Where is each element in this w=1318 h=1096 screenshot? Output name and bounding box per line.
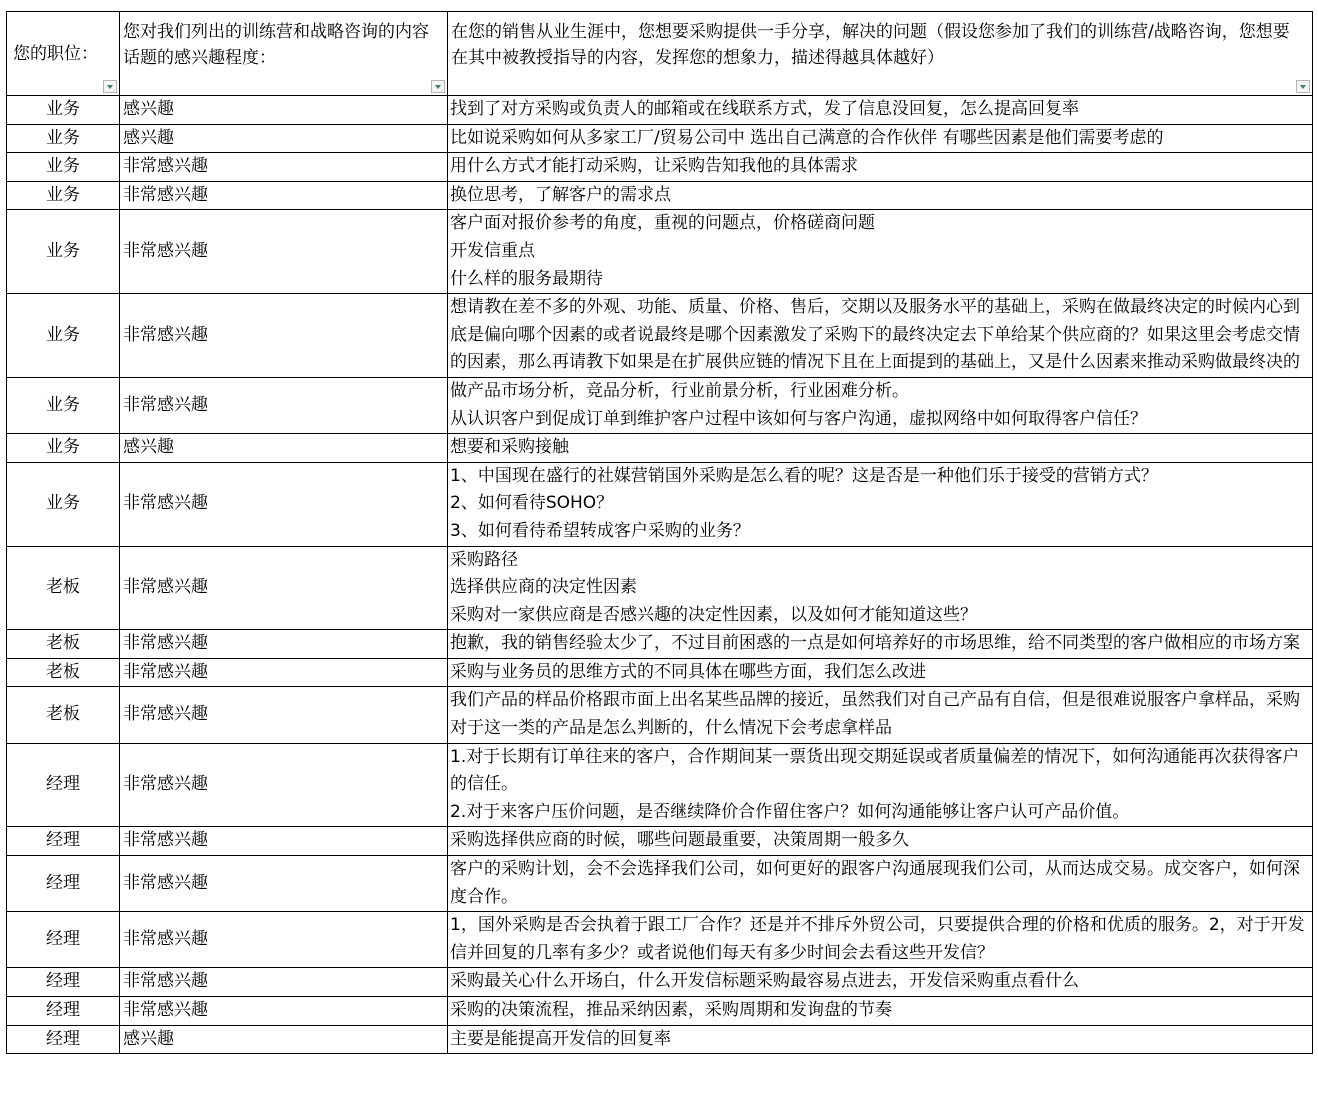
question-line: 主要是能提高开发信的回复率	[450, 1028, 671, 1049]
interest-cell[interactable]: 非常感兴趣	[120, 630, 448, 659]
question-line: 比如说采购如何从多家工厂/贸易公司中 选出自己满意的合作伙伴 有哪些因素是他们需要考虑的	[450, 127, 1164, 148]
question-line: 客户面对报价参考的角度，重视的问题点，价格磋商问题	[450, 213, 875, 234]
question-line: 选择供应商的决定性因素	[450, 577, 637, 598]
table-row	[7, 687, 1313, 743]
filter-dropdown-icon[interactable]	[1296, 80, 1310, 93]
survey-sheet	[6, 11, 1312, 1054]
interest-cell[interactable]: 非常感兴趣	[120, 210, 448, 294]
question-line: 找到了对方采购或负责人的邮箱或在线联系方式，发了信息没回复，怎么提高回复率	[450, 99, 1079, 119]
interest-cell[interactable]: 非常感兴趣	[120, 997, 448, 1026]
table-row	[7, 377, 1313, 433]
position-cell[interactable]: 业务	[7, 462, 120, 546]
interest-cell[interactable]: 非常感兴趣	[120, 377, 448, 433]
question-cell[interactable]	[448, 181, 1313, 210]
question-line: 采购与业务员的思维方式的不同具体在哪些方面，我们怎么改进	[450, 661, 926, 682]
question-cell[interactable]	[448, 827, 1313, 856]
header-interest-label: 您对我们列出的训练营和战略咨询的内容话题的感兴趣程度：	[123, 22, 429, 68]
table-row	[7, 827, 1313, 856]
question-cell[interactable]	[448, 630, 1313, 659]
question-cell[interactable]	[448, 210, 1313, 294]
position-cell[interactable]: 业务	[7, 294, 120, 378]
interest-cell[interactable]: 感兴趣	[120, 1025, 448, 1054]
position-cell[interactable]: 业务	[7, 210, 120, 294]
question-cell[interactable]	[448, 124, 1313, 153]
question-cell[interactable]	[448, 1025, 1313, 1054]
question-line: 抱歉，我的销售经验太少了，不过目前困惑的一点是如何培养好的市场思维，给不同类型的客户做相应的市场方案	[450, 633, 1300, 654]
table-row	[7, 96, 1313, 125]
question-line: 什么样的服务最期待	[450, 268, 603, 289]
interest-cell[interactable]: 非常感兴趣	[120, 743, 448, 827]
filter-dropdown-icon[interactable]	[431, 80, 445, 93]
header-position-label: 您的职位：	[13, 43, 98, 64]
position-cell[interactable]: 老板	[7, 687, 120, 743]
interest-cell[interactable]: 感兴趣	[120, 96, 448, 125]
question-cell[interactable]	[448, 856, 1313, 912]
table-body	[7, 96, 1313, 1054]
table-row	[7, 294, 1313, 378]
question-line: 1、中国现在盛行的社媒营销国外采购是怎么看的呢？这是否是一种他们乐于接受的营销方式？	[450, 465, 1158, 486]
position-cell[interactable]: 经理	[7, 743, 120, 827]
question-cell[interactable]	[448, 96, 1313, 125]
header-question	[448, 12, 1313, 96]
survey-table	[6, 11, 1313, 1054]
position-cell[interactable]: 经理	[7, 968, 120, 997]
filter-dropdown-icon[interactable]	[103, 80, 117, 93]
interest-cell[interactable]: 非常感兴趣	[120, 294, 448, 378]
interest-cell[interactable]: 非常感兴趣	[120, 546, 448, 630]
position-cell[interactable]: 业务	[7, 124, 120, 153]
question-cell[interactable]	[448, 434, 1313, 463]
position-cell[interactable]: 经理	[7, 827, 120, 856]
question-line: 想请教在差不多的外观、功能、质量、价格、售后，交期以及服务水平的基础上，采购在做最终决定的时候内心到底是偏向哪个因素的或者说最终是哪个因素激发了采购下的最终决定去下单给某个供应商的？如果这里会考虑交情的因素，那么再请教下如果是在扩展供应链的情况下且在上面提到的基础上，又是什么因素来推动采购做最终决的	[450, 297, 1300, 373]
interest-cell[interactable]: 非常感兴趣	[120, 856, 448, 912]
position-cell[interactable]: 老板	[7, 630, 120, 659]
header-row	[7, 12, 1313, 96]
position-cell[interactable]: 业务	[7, 153, 120, 182]
position-cell[interactable]: 经理	[7, 997, 120, 1026]
question-cell[interactable]	[448, 743, 1313, 827]
question-line: 1，国外采购是否会执着于跟工厂合作？还是并不排斥外贸公司，只要提供合理的价格和优质的服务。2，对于开发信并回复的几率有多少？或者说他们每天有多少时间会去看这些开发信？	[450, 915, 1305, 963]
question-line: 1.对于长期有订单往来的客户，合作期间某一票货出现交期延误或者质量偏差的情况下，如何沟通能再次获得客户的信任。	[450, 746, 1300, 795]
table-row	[7, 856, 1313, 912]
question-line: 从认识客户到促成订单到维护客户过程中该如何与客户沟通，虚拟网络中如何取得客户信任？	[450, 408, 1147, 429]
question-line: 2.对于来客户压价问题，是否继续降价合作留住客户？如何沟通能够让客户认可产品价值。	[450, 801, 1130, 822]
question-line: 3、如何看待希望转成客户采购的业务？	[450, 520, 750, 541]
question-line: 采购的决策流程，推品采纳因素，采购周期和发询盘的节奏	[450, 1000, 892, 1020]
question-cell[interactable]	[448, 912, 1313, 968]
question-cell[interactable]	[448, 546, 1313, 630]
table-row	[7, 124, 1313, 153]
question-line: 想要和采购接触	[450, 437, 569, 458]
table-row	[7, 546, 1313, 630]
header-position	[7, 12, 120, 96]
interest-cell[interactable]: 感兴趣	[120, 124, 448, 153]
question-line: 用什么方式才能打动采购，让采购告知我他的具体需求	[450, 156, 858, 177]
interest-cell[interactable]: 非常感兴趣	[120, 658, 448, 687]
question-cell[interactable]	[448, 294, 1313, 378]
position-cell[interactable]: 经理	[7, 912, 120, 968]
table-row	[7, 462, 1313, 546]
interest-cell[interactable]: 非常感兴趣	[120, 687, 448, 743]
table-row	[7, 912, 1313, 968]
table-row	[7, 968, 1313, 997]
position-cell[interactable]: 业务	[7, 96, 120, 125]
table-row	[7, 181, 1313, 210]
table-row	[7, 1025, 1313, 1054]
question-line: 采购路径	[450, 549, 518, 570]
question-line: 做产品市场分析，竞品分析，行业前景分析，行业困难分析。	[450, 380, 909, 401]
question-line: 采购最关心什么开场白，什么开发信标题采购最容易点进去，开发信采购重点看什么	[450, 971, 1079, 992]
question-line: 采购对一家供应商是否感兴趣的决定性因素，以及如何才能知道这些？	[450, 604, 977, 625]
header-question-label: 在您的销售从业生涯中，您想要采购提供一手分享，解决的问题（假设您参加了我们的训练营/战略咨询，您想要在其中被教授指导的内容，发挥您的想象力，描述得越具体越好）	[451, 22, 1290, 68]
position-cell[interactable]: 老板	[7, 546, 120, 630]
table-row	[7, 743, 1313, 827]
table-row	[7, 153, 1313, 182]
table-row	[7, 210, 1313, 294]
table-row	[7, 658, 1313, 687]
question-cell[interactable]	[448, 377, 1313, 433]
question-line: 换位思考，了解客户的需求点	[450, 184, 671, 205]
question-cell[interactable]	[448, 153, 1313, 182]
table-row	[7, 997, 1313, 1026]
table-row	[7, 630, 1313, 659]
position-cell[interactable]: 业务	[7, 434, 120, 463]
question-cell[interactable]	[448, 462, 1313, 546]
interest-cell[interactable]: 非常感兴趣	[120, 912, 448, 968]
question-cell[interactable]	[448, 968, 1313, 997]
interest-cell[interactable]: 非常感兴趣	[120, 153, 448, 182]
question-line: 2、如何看待SOHO？	[450, 493, 614, 514]
question-cell[interactable]	[448, 997, 1313, 1026]
question-cell[interactable]	[448, 687, 1313, 743]
header-interest	[120, 12, 448, 96]
interest-cell[interactable]: 非常感兴趣	[120, 827, 448, 856]
question-line: 开发信重点	[450, 240, 535, 261]
position-cell[interactable]: 业务	[7, 181, 120, 210]
question-line: 采购选择供应商的时候，哪些问题最重要，决策周期一般多久	[450, 830, 909, 851]
question-line: 我们产品的样品价格跟市面上出名某些品牌的接近，虽然我们对自己产品有自信，但是很难说服客户拿样品，采购对于这一类的产品是怎么判断的，什么情况下会考虑拿样品	[450, 690, 1300, 739]
position-cell[interactable]: 经理	[7, 1025, 120, 1054]
position-cell[interactable]: 业务	[7, 377, 120, 433]
position-cell[interactable]: 老板	[7, 658, 120, 687]
interest-cell[interactable]: 非常感兴趣	[120, 462, 448, 546]
interest-cell[interactable]: 感兴趣	[120, 434, 448, 463]
interest-cell[interactable]: 非常感兴趣	[120, 181, 448, 210]
interest-cell[interactable]: 非常感兴趣	[120, 968, 448, 997]
position-cell[interactable]: 经理	[7, 856, 120, 912]
question-line: 客户的采购计划，会不会选择我们公司，如何更好的跟客户沟通展现我们公司，从而达成交易。成交客户，如何深度合作。	[450, 859, 1300, 907]
table-row	[7, 434, 1313, 463]
question-cell[interactable]	[448, 658, 1313, 687]
